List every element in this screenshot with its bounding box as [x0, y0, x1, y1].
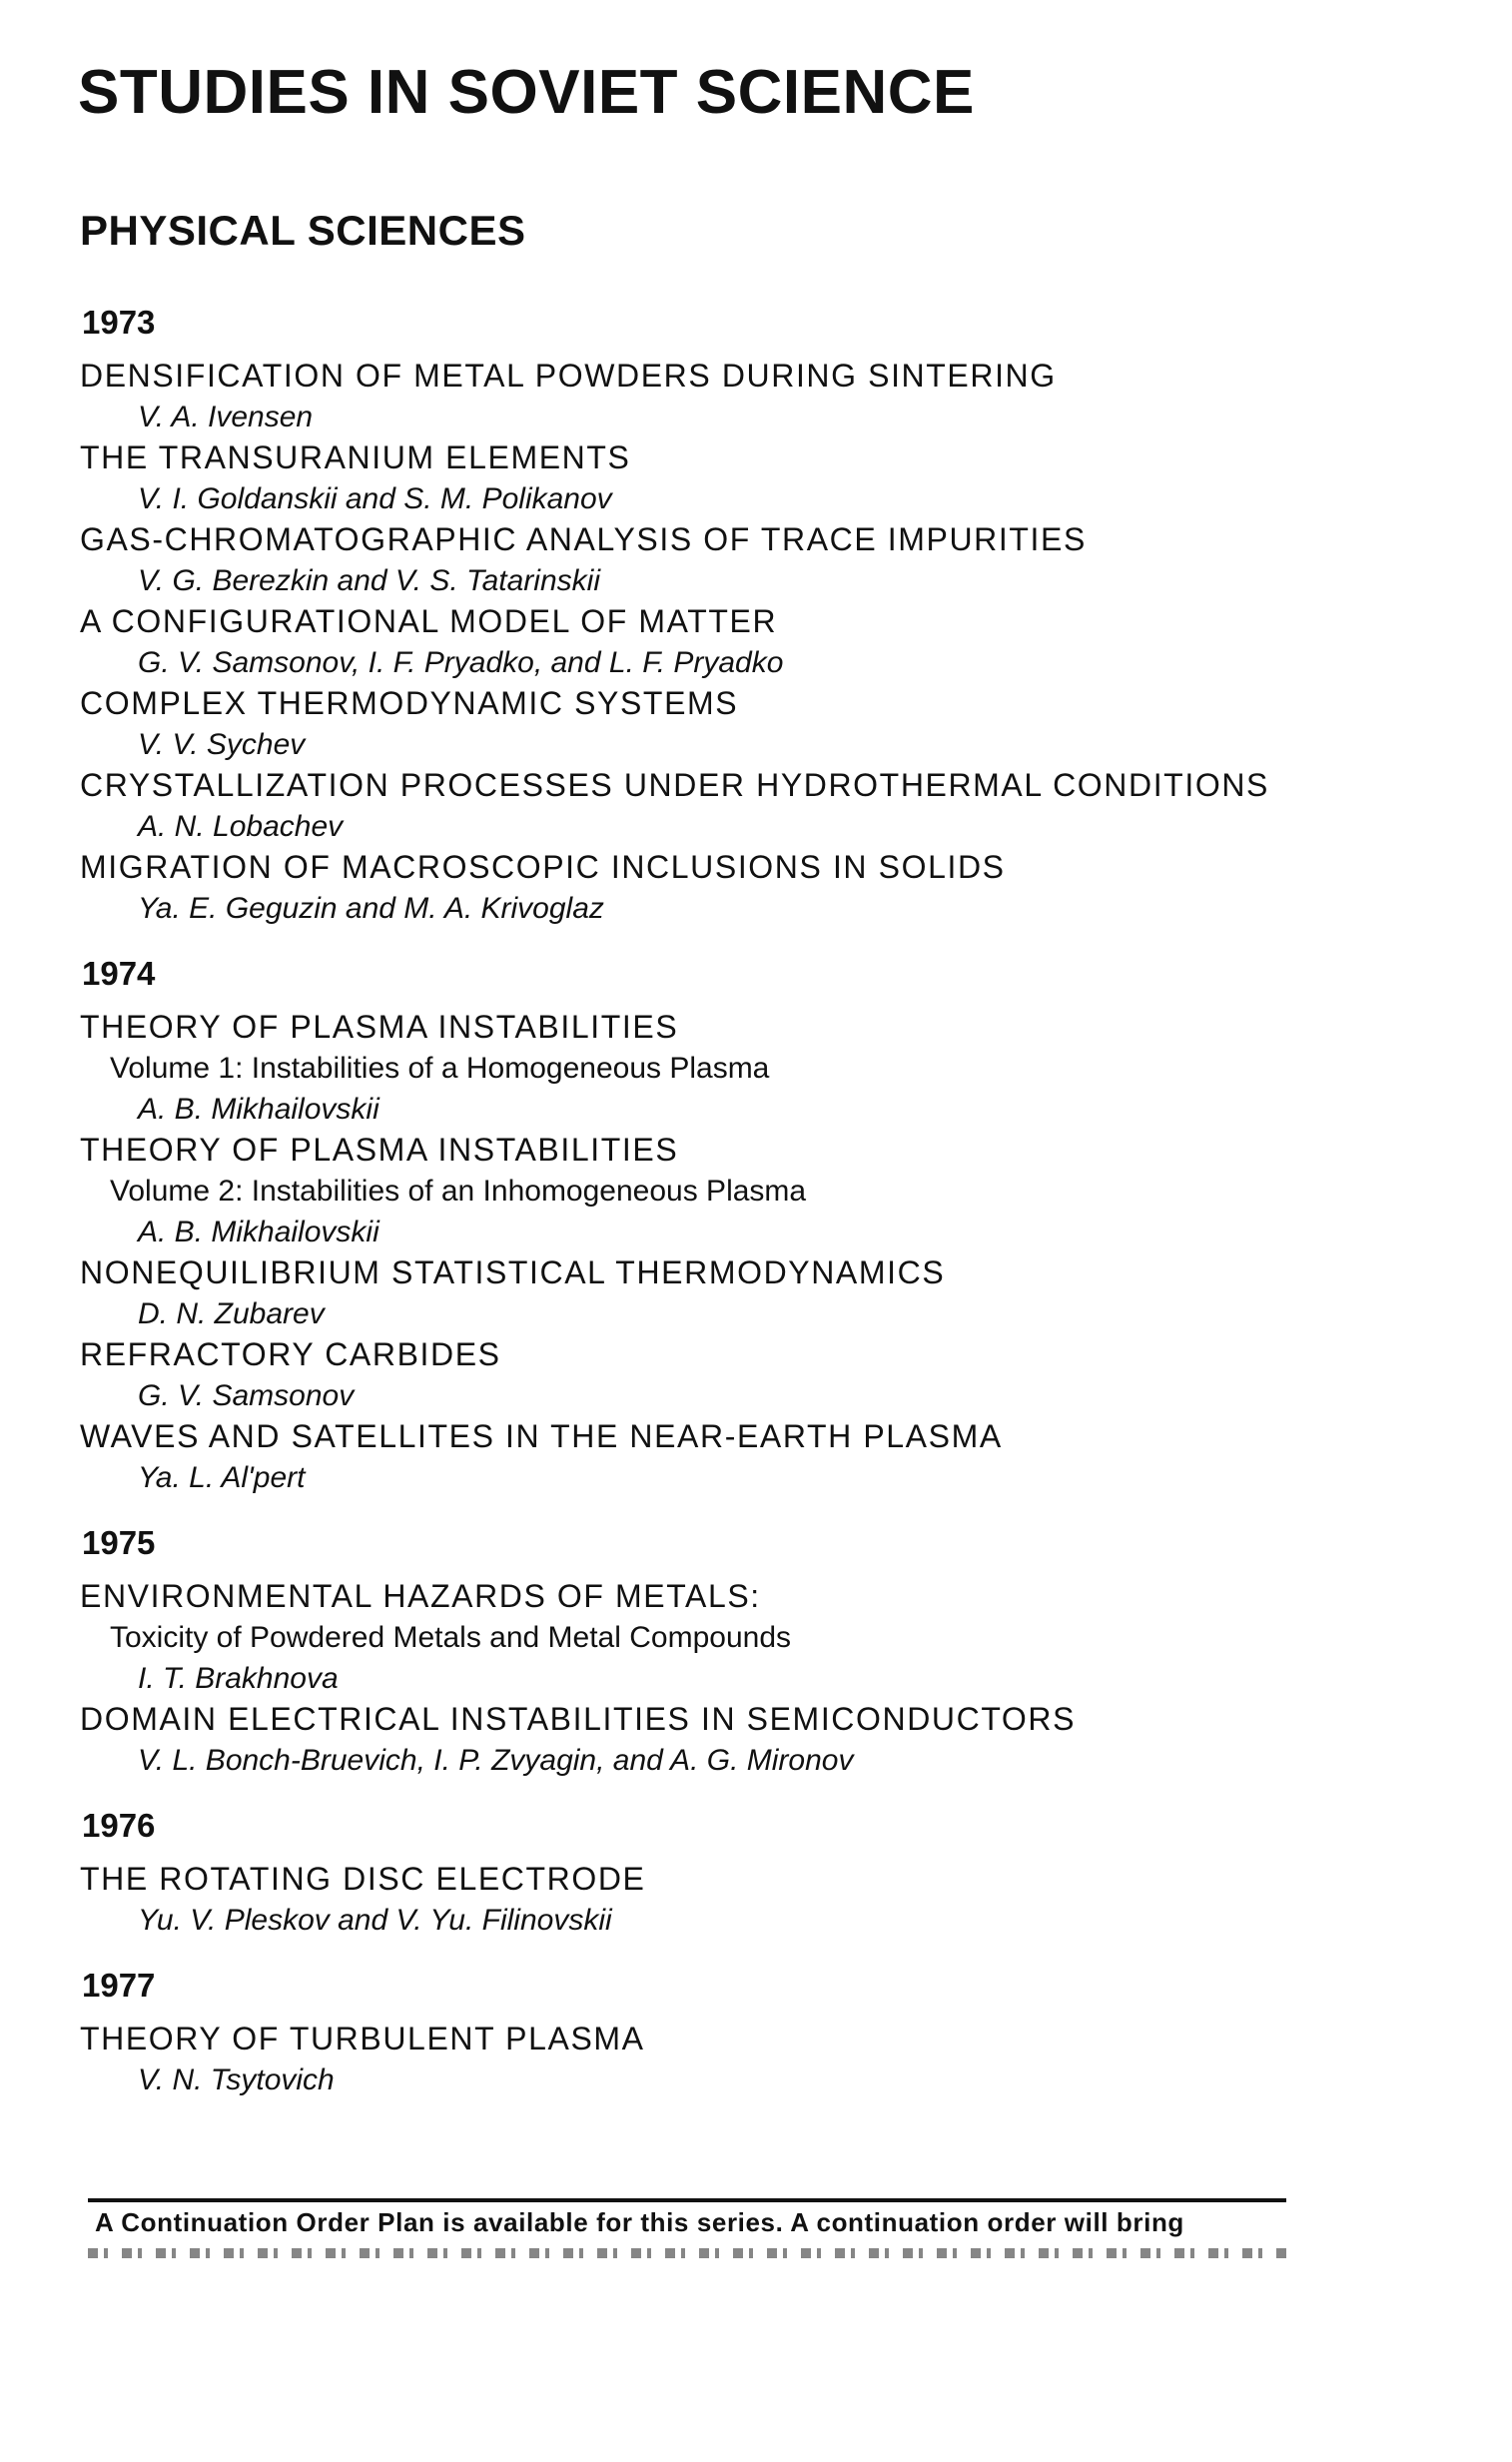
year-group — [80, 951, 1408, 1498]
book-title: CRYSTALLIZATION PROCESSES UNDER HYDROTHERMAL CONDITIONS — [80, 767, 1269, 803]
book-entry — [80, 437, 1408, 519]
year-heading: 1973 — [82, 304, 156, 341]
book-entry — [80, 1007, 1408, 1130]
year-heading: 1974 — [82, 955, 156, 992]
year-group — [80, 1963, 1408, 2100]
book-entry — [80, 1130, 1408, 1252]
book-authors: A. N. Lobachev — [138, 810, 344, 843]
series-title: STUDIES IN SOVIET SCIENCE — [78, 58, 975, 127]
book-subtitle: Toxicity of Powdered Metals and Metal Compounds — [110, 1621, 792, 1654]
book-title: THEORY OF PLASMA INSTABILITIES — [80, 1009, 679, 1045]
book-entry — [80, 1576, 1408, 1699]
book-entry — [80, 356, 1408, 437]
book-title: COMPLEX THERMODYNAMIC SYSTEMS — [80, 685, 739, 721]
book-authors: A. B. Mikhailovskii — [138, 1216, 379, 1248]
book-authors: V. V. Sychev — [138, 728, 306, 761]
book-entry — [80, 847, 1408, 929]
book-entry — [80, 1334, 1408, 1416]
book-entry — [80, 2019, 1408, 2100]
year-heading: 1975 — [82, 1524, 156, 1561]
book-authors: G. V. Samsonov — [138, 1379, 355, 1412]
book-entry — [80, 1416, 1408, 1498]
book-title: REFRACTORY CARBIDES — [80, 1336, 501, 1372]
year-heading: 1976 — [82, 1807, 156, 1844]
book-entry — [80, 683, 1408, 765]
book-authors: V. G. Berezkin and V. S. Tatarinskii — [138, 564, 600, 597]
book-authors: G. V. Samsonov, I. F. Pryadko, and L. F. Pryadko — [138, 646, 784, 679]
section-title: PHYSICAL SCIENCES — [80, 207, 526, 254]
book-authors: Ya. E. Geguzin and M. A. Krivoglaz — [138, 892, 604, 925]
year-group — [80, 1520, 1408, 1781]
book-subtitle: Volume 1: Instabilities of a Homogeneous Plasma — [110, 1052, 770, 1085]
book-title: NONEQUILIBRIUM STATISTICAL THERMODYNAMICS — [80, 1254, 946, 1290]
book-title: WAVES AND SATELLITES IN THE NEAR-EARTH PLASMA — [80, 1418, 1003, 1454]
book-authors: A. B. Mikhailovskii — [138, 1093, 379, 1126]
book-authors: Ya. L. Al'pert — [138, 1461, 306, 1494]
book-title: THE ROTATING DISC ELECTRODE — [80, 1861, 646, 1897]
book-title: GAS-CHROMATOGRAPHIC ANALYSIS OF TRACE IMPURITIES — [80, 521, 1087, 557]
book-entry — [80, 1699, 1408, 1781]
book-authors: V. A. Ivensen — [138, 401, 314, 433]
book-title: DOMAIN ELECTRICAL INSTABILITIES IN SEMICONDUCTORS — [80, 1701, 1077, 1737]
book-subtitle: Volume 2: Instabilities of an Inhomogeneous Plasma — [110, 1175, 807, 1208]
publication-list — [80, 300, 1408, 2122]
book-entry — [80, 601, 1408, 683]
footer-cut-off-line — [88, 2248, 1286, 2258]
continuation-order-note: A Continuation Order Plan is available for this series. A continuation order will bring — [95, 2207, 1184, 2237]
year-group — [80, 1803, 1408, 1941]
book-authors: I. T. Brakhnova — [138, 1662, 339, 1695]
book-entry — [80, 1859, 1408, 1941]
book-title: THE TRANSURANIUM ELEMENTS — [80, 439, 631, 475]
book-title: A CONFIGURATIONAL MODEL OF MATTER — [80, 603, 778, 639]
book-authors: V. N. Tsytovich — [138, 2063, 335, 2096]
book-authors: D. N. Zubarev — [138, 1297, 325, 1330]
book-title: MIGRATION OF MACROSCOPIC INCLUSIONS IN SOLIDS — [80, 849, 1006, 885]
book-entry — [80, 765, 1408, 847]
book-entry — [80, 1252, 1408, 1334]
book-entry — [80, 519, 1408, 601]
footer-divider — [88, 2198, 1286, 2202]
year-heading: 1977 — [82, 1967, 156, 2004]
book-title: THEORY OF PLASMA INSTABILITIES — [80, 1132, 679, 1168]
book-authors: V. I. Goldanskii and S. M. Polikanov — [138, 482, 612, 515]
book-title: DENSIFICATION OF METAL POWDERS DURING SINTERING — [80, 358, 1057, 394]
book-title: ENVIRONMENTAL HAZARDS OF METALS: — [80, 1578, 761, 1614]
year-group — [80, 300, 1408, 929]
book-authors: V. L. Bonch-Bruevich, I. P. Zvyagin, and A. G. Mironov — [138, 1744, 854, 1777]
book-authors: Yu. V. Pleskov and V. Yu. Filinovskii — [138, 1904, 612, 1937]
book-title: THEORY OF TURBULENT PLASMA — [80, 2021, 645, 2056]
